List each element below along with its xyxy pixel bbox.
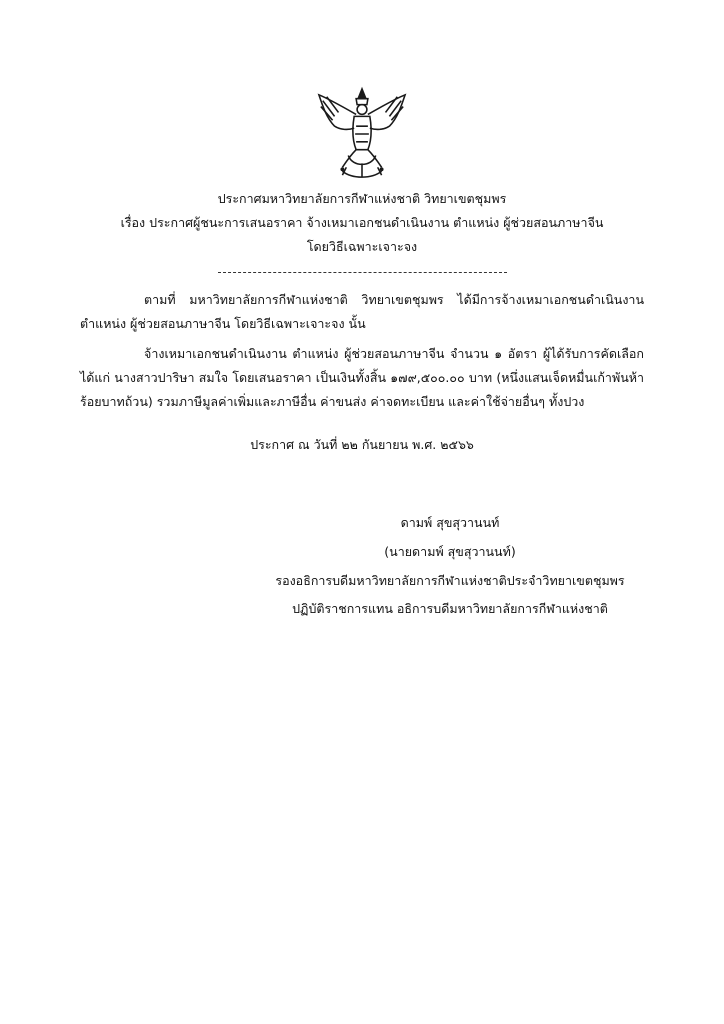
method-line: โดยวิธีเฉพาะเจาะจง xyxy=(306,239,418,254)
signer-position-2: ปฏิบัติราชการแทน อธิการบดีมหาวิทยาลัยการกีฬาแห่งชาติ xyxy=(292,601,608,616)
header-divider xyxy=(218,272,507,273)
signer-position-1: รองอธิการบดีมหาวิทยาลัยการกีฬาแห่งชาติประจำวิทยาเขตชุมพร xyxy=(275,573,625,588)
announce-date: ประกาศ ณ วันที่ ๒๒ กันยายน พ.ศ. ๒๕๖๖ xyxy=(250,437,474,452)
paragraph-2: จ้างเหมาเอกชนดำเนินงาน ตำแหน่ง ผู้ช่วยสอนภาษาจีน จำนวน ๑ อัตรา ผู้ได้รับการคัดเลือก ได้แก่ นางสาวปาริษา สมใจ โดยเสนอราคา เป็นเงินทั้งสิ้น ๑๗๙,๕๐๐.๐๐ บาท (หนึ่งแสนเจ็ดหมื่นเก้าพันห้าร้อยบาทถ้วน) รวมภาษีมูลค่าเพิ่มและภาษีอื่น ค่าขนส่ง ค่าจดทะเบียน และค่าใช้จ่ายอื่นๆ ทั้งปวง xyxy=(80,346,644,409)
garuda-emblem-icon xyxy=(313,85,411,183)
paragraph-1: ตามที่ มหาวิทยาลัยการกีฬาแห่งชาติ วิทยาเขตชุมพร ได้มีการจ้างเหมาเอกชนดำเนินงาน ตำแหน่ง ผู้ช่วยสอนภาษาจีน โดยวิธีเฉพาะเจาะจง นั้น xyxy=(80,292,644,331)
signed-name: ดามพ์ สุขสุวานนท์ xyxy=(400,515,500,530)
subject-line: เรื่อง ประกาศผู้ชนะการเสนอราคา จ้างเหมาเอกชนดำเนินงาน ตำแหน่ง ผู้ช่วยสอนภาษาจีน xyxy=(120,215,604,230)
org-line: ประกาศมหาวิทยาลัยการกีฬาแห่งชาติ วิทยาเขตชุมพร xyxy=(217,191,507,206)
signer-full-name: (นายดามพ์ สุขสุวานนท์) xyxy=(384,544,516,559)
